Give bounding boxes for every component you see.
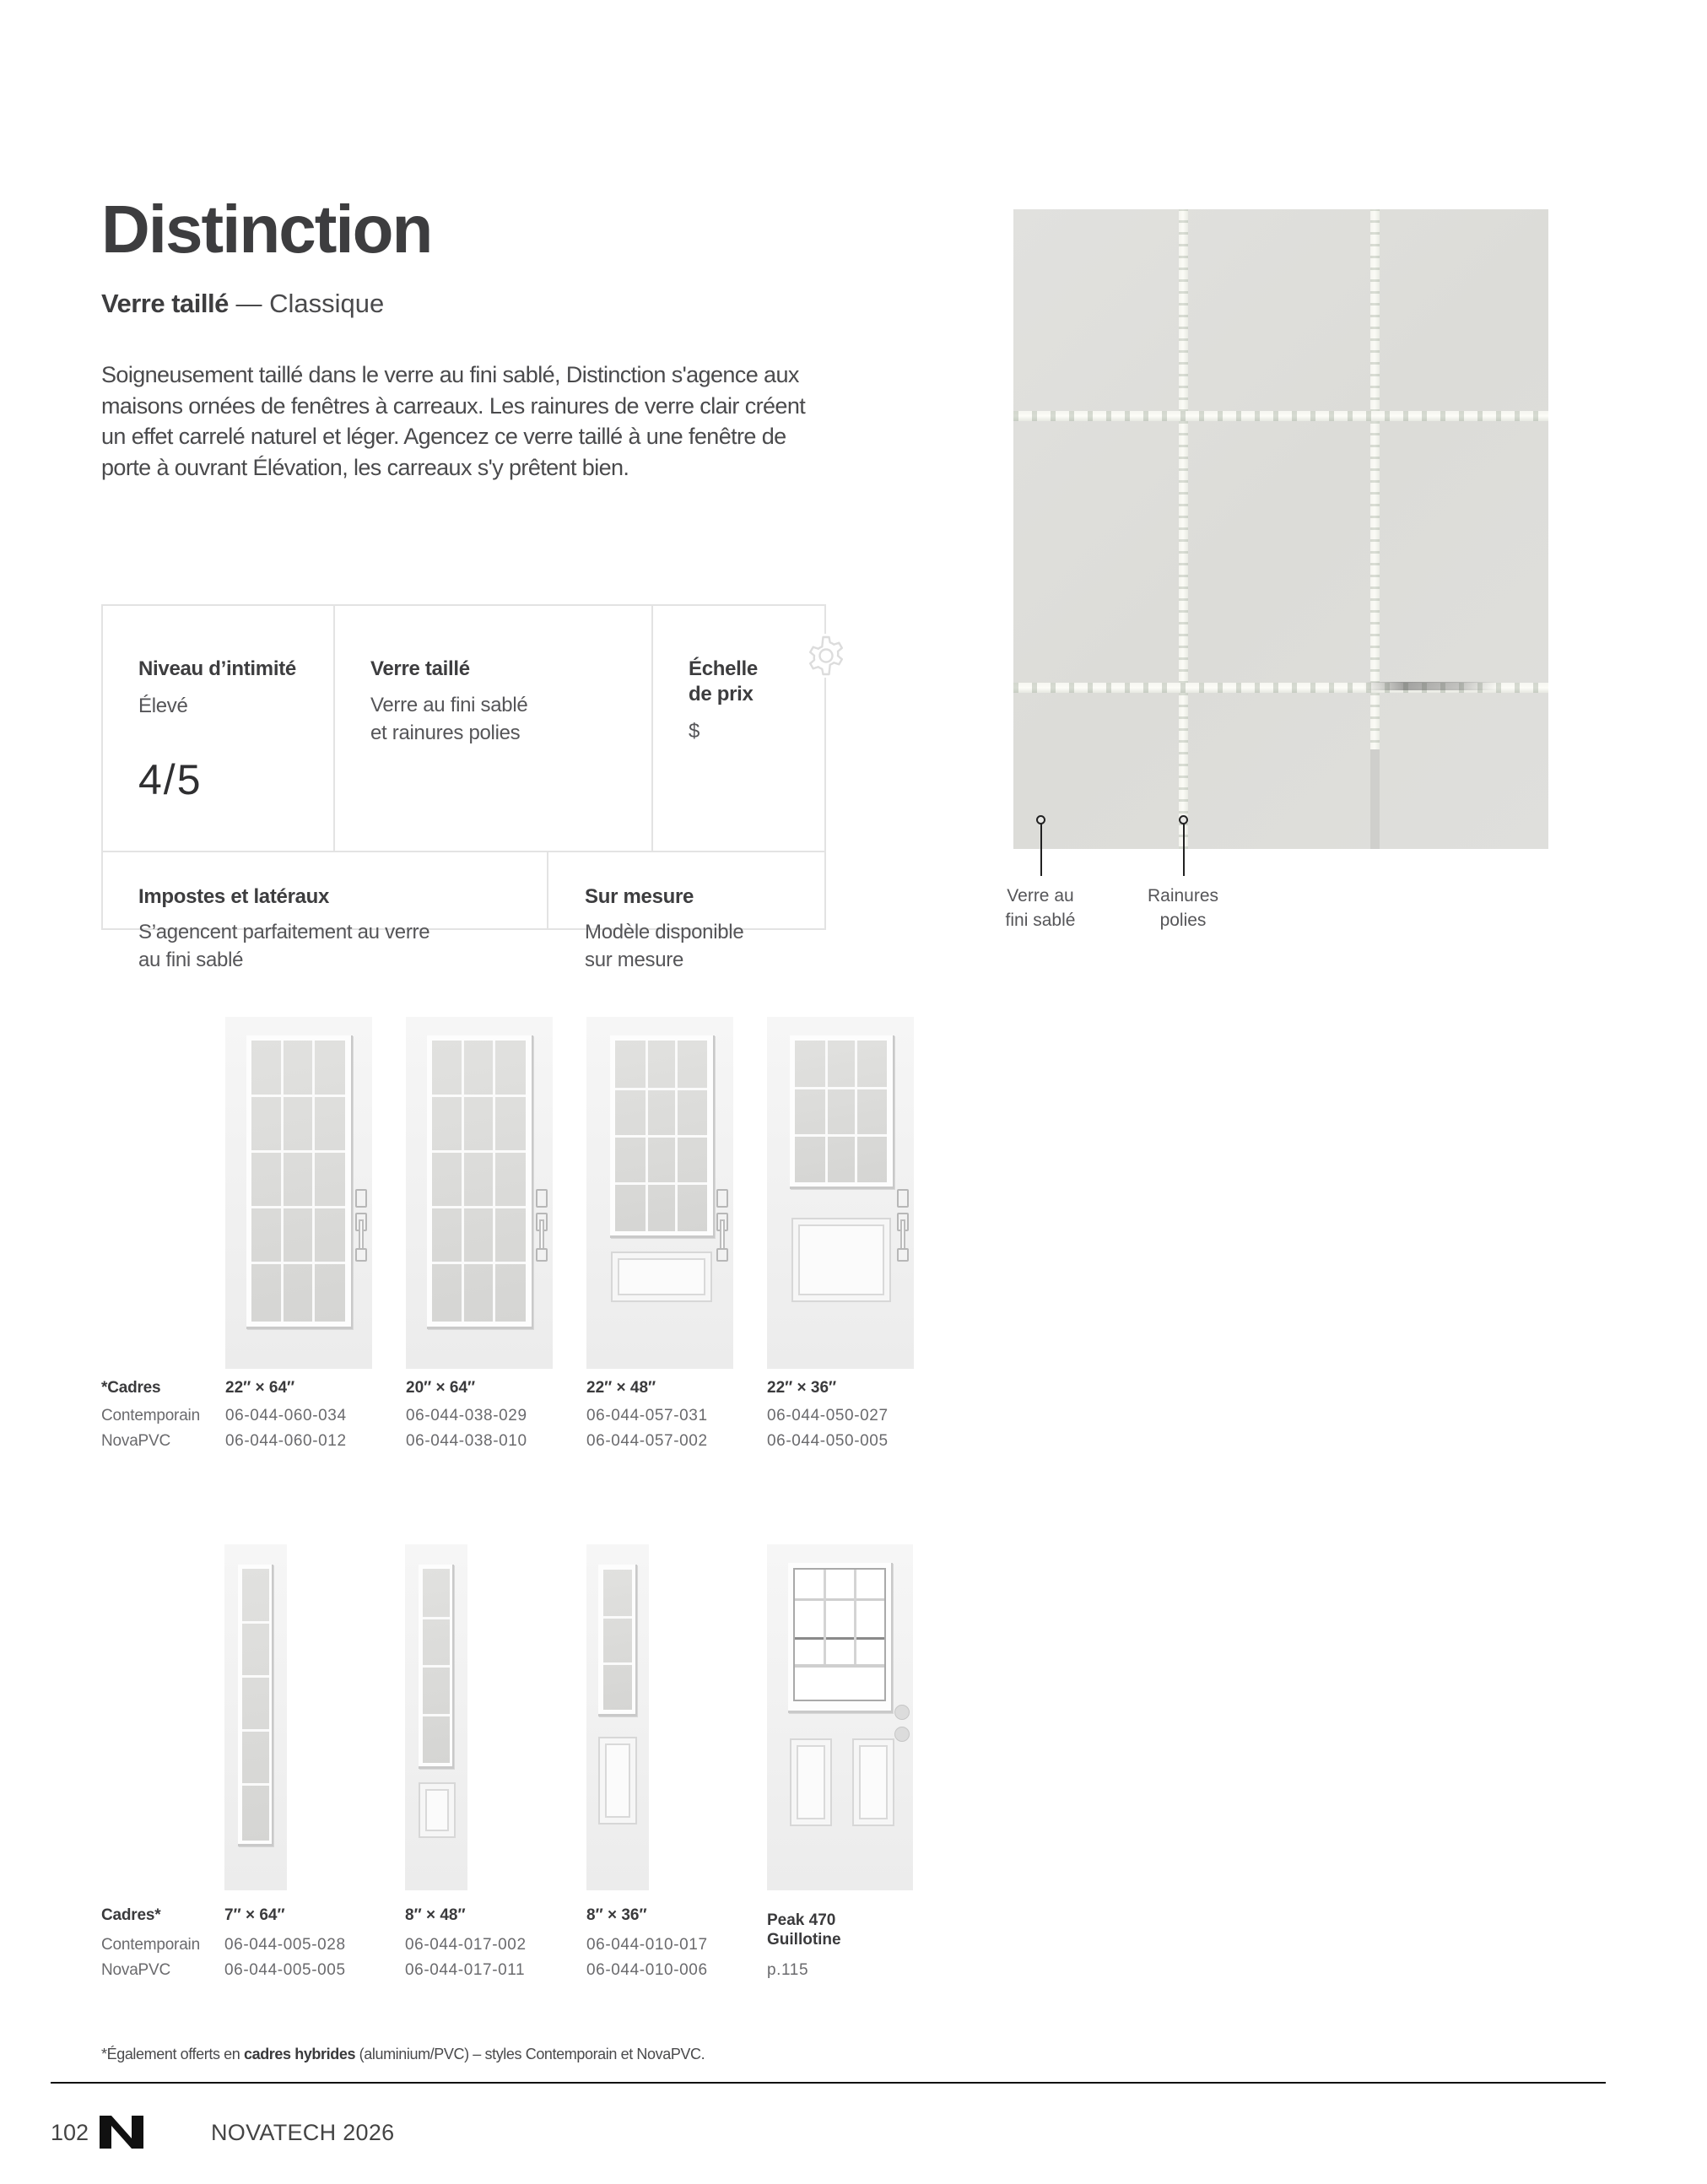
door-panel [598,1737,637,1825]
transoms-label: Impostes et latéraux [138,885,330,908]
door-thumbnail-22x36[interactable] [767,1017,914,1369]
product-description: Soigneusement taillé dans le verre au fini sablé, Distinction s'agence aux maisons ornées de fenêtres à carreaux. Les rainures de verre clair créent un effet carrelé naturel et léger. Agencez ce verre taillé à une fenêtre de porte à ouvrant Élévation, les carreaux s'y prêtent bien. [101,362,806,480]
subtitle-style: Classique [269,289,385,318]
glass-pane [615,1041,707,1231]
glass-frame [246,1035,353,1329]
sidelight-thumbnail-7x64[interactable] [224,1544,287,1890]
doorknob-icon [894,1727,910,1742]
footnote [101,2046,705,2063]
footnote-emphasis: cadres hybrides [243,2046,356,2062]
door-size: 22″ × 64″ [225,1379,295,1397]
door-thumbnail-peak-470-guillotine[interactable] [767,1544,913,1890]
spec-table [101,604,826,971]
glass-label: Verre taillé [370,657,470,680]
product-code: 06-044-060-012 [225,1432,347,1450]
page-number: 102 [51,2120,89,2145]
door-thumbnail-20x64[interactable] [406,1017,553,1369]
price-label-line1: Échelle [689,657,758,680]
sidelight-thumbnail-8x48[interactable] [405,1544,467,1890]
footer-divider [51,2082,1606,2084]
page-subtitle [101,290,384,316]
glass-frame [610,1035,715,1238]
callout-label-sanded-glass [973,884,1108,933]
product-code: 06-044-038-029 [406,1407,527,1424]
door-panel [791,1218,891,1302]
callout-leader-line [1183,824,1185,876]
door-panel [611,1251,712,1302]
glass-value-line2: et rainures polies [370,722,521,744]
product-code: 06-044-060-034 [225,1407,347,1424]
subtitle-category: Verre taillé [101,289,229,318]
frames-label: *Cadres [101,1379,161,1397]
glass-pane [603,1570,632,1710]
sidelight-thumbnail-8x36[interactable] [586,1544,649,1890]
transoms-value-line1: S’agencent parfaitement au verre [138,921,430,943]
glass-pane [242,1569,269,1841]
polished-groove [1179,209,1188,849]
door-panel [852,1738,894,1826]
guillotine-window-frame [788,1563,893,1713]
price-label-line2: de prix [689,683,754,705]
privacy-label: Niveau d’intimité [138,657,296,680]
glass-frame [419,1565,454,1769]
product-code: 06-044-005-005 [224,1961,346,1979]
style-novapvc: NovaPVC [101,1961,171,1979]
glass-frame [427,1035,533,1329]
glass-frame [790,1035,894,1189]
glass-frame [598,1565,637,1716]
privacy-score: 4/5 [138,756,203,803]
door-size: 8″ × 48″ [405,1906,466,1924]
spec-col-divider [333,606,335,851]
page-title: Distinction [101,192,432,267]
brand-name: NOVATECH 2026 [211,2120,395,2145]
glass-pane [795,1041,887,1182]
product-code: 06-044-010-006 [586,1961,708,1979]
door-thumbnail-22x48[interactable] [586,1017,733,1369]
callout-text: Verre au [1007,886,1074,905]
product-code: 06-044-038-010 [406,1432,527,1450]
door-size: 7″ × 64″ [224,1906,285,1924]
custom-value-line2: sur mesure [585,949,684,971]
deadbolt-icon [894,1705,910,1720]
callout-text: fini sablé [1005,911,1076,930]
related-model-name: Guillotine [767,1931,841,1949]
glass-frame [238,1565,273,1846]
glass-reflection [1364,682,1499,690]
product-code: 06-044-050-005 [767,1432,889,1450]
style-contemporain: Contemporain [101,1407,200,1424]
footnote-text: *Également offerts en [101,2046,244,2062]
custom-value-line1: Modèle disponible [585,921,744,943]
product-code: 06-044-050-027 [767,1407,889,1424]
door-size: 22″ × 36″ [767,1379,837,1397]
glass-pane [251,1041,345,1322]
spec-col-divider [651,606,653,851]
novatech-logo-icon [100,2116,143,2149]
glass-pane [432,1041,526,1322]
product-code: 06-044-005-028 [224,1936,346,1954]
glass-sample-photo [1013,209,1548,849]
custom-label: Sur mesure [585,885,694,908]
door-panel [419,1782,456,1838]
door-panel [790,1738,832,1826]
spec-col-divider [547,851,548,928]
spec-row-divider [103,851,824,852]
product-code: 06-044-057-002 [586,1432,708,1450]
style-novapvc: NovaPVC [101,1432,171,1450]
glass-pane [423,1569,450,1763]
callout-text: Rainures [1147,886,1219,905]
product-code: 06-044-010-017 [586,1936,708,1954]
product-code: 06-044-017-002 [405,1936,527,1954]
guillotine-sash [793,1568,886,1701]
product-code: 06-044-017-011 [405,1961,526,1979]
door-size: 22″ × 48″ [586,1379,656,1397]
price-value: $ [689,720,700,743]
frames-label: Cadres* [101,1906,161,1924]
callout-label-polished-grooves [1115,884,1251,933]
style-contemporain: Contemporain [101,1936,200,1954]
privacy-value: Élevé [138,695,188,717]
gear-icon [804,634,848,678]
subtitle-separator: — [228,289,270,318]
polished-groove [1013,411,1548,421]
glass-shadow [1370,749,1380,849]
door-thumbnail-22x64[interactable] [225,1017,372,1369]
related-model-name: Peak 470 [767,1911,836,1929]
footnote-text: (aluminium/PVC) – styles Contemporain et NovaPVC. [355,2046,705,2062]
door-size: 20″ × 64″ [406,1379,476,1397]
glass-value-line1: Verre au fini sablé [370,694,528,716]
callout-leader-line [1040,824,1042,876]
callout-text: polies [1159,911,1207,930]
page-reference-link[interactable]: p.115 [767,1961,809,1979]
product-code: 06-044-057-031 [586,1407,708,1424]
transoms-value-line2: au fini sablé [138,949,244,971]
door-size: 8″ × 36″ [586,1906,647,1924]
